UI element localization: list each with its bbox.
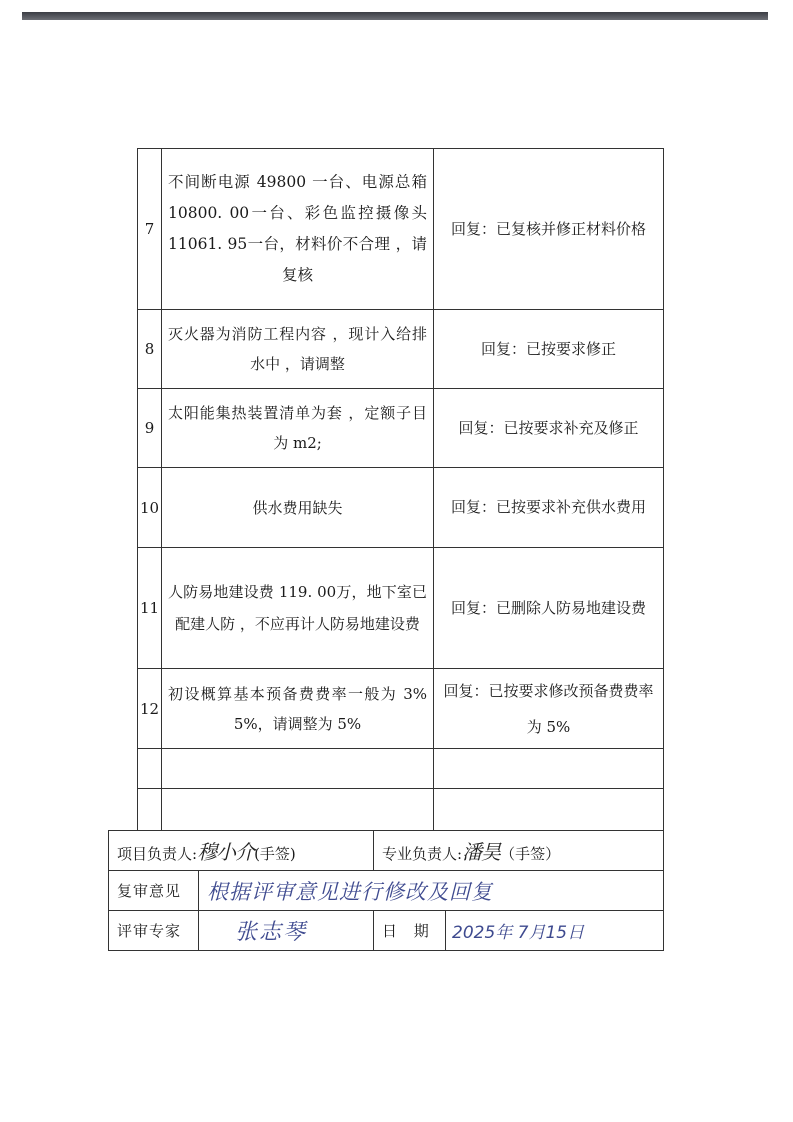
reply-cell: 回复：已按要求修改预备费费率为 5% [434,669,664,749]
issue-cell [162,789,434,831]
issue-text: 供水费用缺失 [252,498,343,517]
review-opinion-cell [199,871,664,911]
specialty-lead-signature: 潘昊 [462,840,501,864]
specialty-sign-note: （手签） [500,845,561,863]
issue-cell [162,548,434,669]
issue-text: 灭火器为消防工程内容 ，现计入给排水中 ，请调整 [168,325,427,373]
signature-table [108,830,664,951]
project-lead-label: 项目负责人: [117,845,198,863]
reply-cell: 回复：已按要求补充及修正 [434,389,664,468]
project-lead-signature: 穆小介 [197,840,255,864]
specialty-lead-cell [374,831,664,871]
row-number: 9 [138,389,162,468]
table-row [138,749,664,789]
reply-cell: 回复：已按要求补充供水费用 [434,468,664,548]
issue-text: 太阳能集热装置清单为套 ，定额子目为 m2; [168,404,427,452]
specialty-lead-label: 专业负责人: [382,845,463,863]
issue-text: 初设概算基本预备费费率一般为 3% 5%，请调整为 5% [168,684,427,733]
expert-signature: 张志琴 [235,920,308,945]
date-label: 日 期 [374,911,446,951]
row-number: 12 [138,669,162,749]
row-number: 7 [138,149,162,310]
reply-cell: 回复：已按要求修正 [434,310,664,389]
issue-text: 不间断电源 49800 一台、电源总箱 10800. 00一台、彩色监控摄像头 11061. 95一台，材料价不合理 ，请复核 [168,173,427,284]
expert-label: 评审专家 [109,911,199,951]
project-lead-cell [109,831,374,871]
reply-cell [434,749,664,789]
review-table [137,148,664,831]
table-row [138,669,664,749]
review-opinion-label: 复审意见 [109,871,199,911]
reply-cell: 回复：已复核并修正材料价格 [434,149,664,310]
issue-cell [162,468,434,548]
reply-cell: 回复：已删除人防易地建设费 [434,548,664,669]
row-number: 10 [138,468,162,548]
table-row [138,548,664,669]
issue-cell [162,149,434,310]
expert-row [109,911,664,951]
signature-row [109,831,664,871]
table-row [138,468,664,548]
expert-name-cell [199,911,374,951]
row-number [138,749,162,789]
review-date: 2025年 7月15日 [452,923,585,943]
issue-cell [162,310,434,389]
table-row [138,389,664,468]
issue-text: 人防易地建设费 119. 00万，地下室已配建人防 ，不应再计人防易地建设费 [168,583,427,633]
table-row [138,789,664,831]
review-opinion-handwriting: 根据评审意见进行修改及回复 [207,879,493,904]
issue-cell [162,389,434,468]
table-row [138,149,664,310]
issue-cell [162,749,434,789]
row-number: 8 [138,310,162,389]
issue-cell [162,669,434,749]
row-number [138,789,162,831]
scan-edge-bar [22,12,768,20]
hand-sign-note: (手签) [254,845,296,863]
reply-cell [434,789,664,831]
date-cell [446,911,664,951]
table-row [138,310,664,389]
review-opinion-row [109,871,664,911]
row-number: 11 [138,548,162,669]
